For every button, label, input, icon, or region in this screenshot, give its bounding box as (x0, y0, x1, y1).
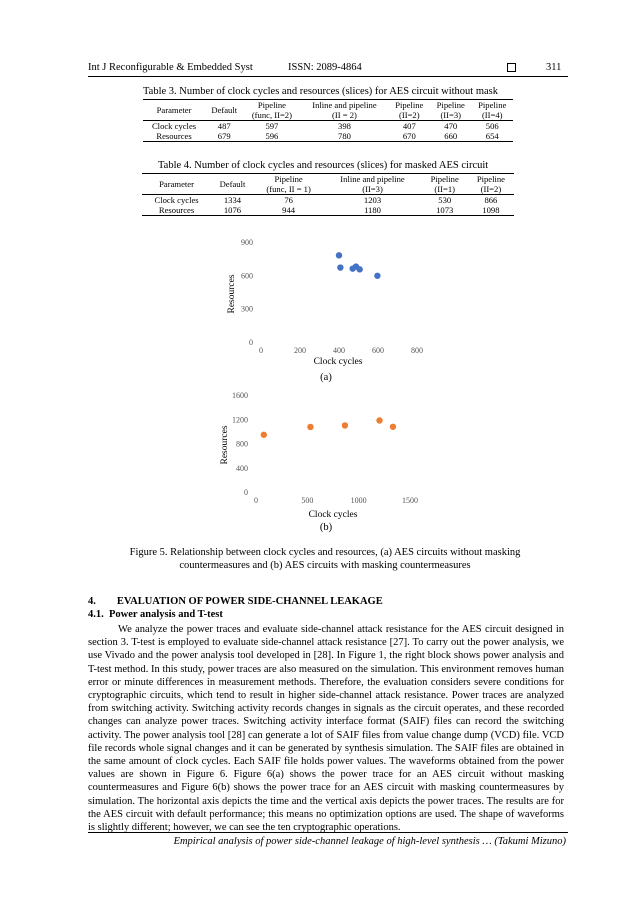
chart-b-ytick-label: 0 (244, 488, 248, 497)
table-cell: 1076 (211, 205, 254, 216)
chart-b-ytick-label: 1600 (232, 391, 248, 400)
table-cell: 487 (217, 121, 231, 131)
table-row (142, 195, 514, 206)
chart-a-ytick-label: 300 (241, 304, 253, 314)
chart-a-point (336, 252, 342, 258)
table-cell: 944 (254, 205, 324, 216)
chart-b-xtick-label: 1000 (350, 496, 367, 505)
chart-b-point (342, 422, 348, 428)
table3-caption: Table 3. Number of clock cycles and resources (slices) for AES circuit without mask (143, 86, 498, 97)
chart-a-points (336, 252, 381, 279)
table-cell: Clock cycles (154, 195, 199, 205)
table-cell: 670 (389, 131, 430, 142)
table-cell: Resources (143, 131, 205, 142)
table-cell: Resources (142, 205, 211, 216)
table4-header: Pipeline (II=1) (422, 174, 468, 195)
figure-caption-line: Figure 5. Relationship between clock cycles and resources, (a) AES circuits without masking (129, 547, 521, 558)
table-cell: 780 (300, 131, 388, 142)
chart-b-point (261, 432, 267, 438)
table4 (142, 173, 514, 216)
chart-a-ticks (241, 238, 423, 355)
table3-header: Pipeline (II=3) (430, 100, 471, 121)
chart-a-point (356, 266, 362, 272)
chart-a-xtick-label: 400 (333, 346, 345, 355)
chart-b-ytick-label: 800 (236, 439, 248, 449)
chart-a-ytick-label: 0 (249, 338, 253, 347)
table3-header: Pipeline (II=4) (471, 100, 513, 121)
chart-b-xlabel: Clock cycles (308, 510, 358, 520)
table3 (143, 99, 513, 142)
subsection-title: 4.1. Power analysis and T-test (88, 609, 223, 620)
table-cell: 506 (485, 121, 499, 131)
table-cell: 679 (205, 131, 243, 142)
table-cell: 597 (265, 121, 279, 131)
table-cell: Clock cycles (151, 121, 197, 131)
table-cell: 530 (438, 195, 452, 205)
chart-b-ytick-label: 400 (236, 463, 248, 473)
table-cell: 1180 (323, 205, 421, 216)
table-cell: 470 (444, 121, 458, 131)
chart-a-point (374, 273, 380, 279)
table-cell: 1098 (468, 205, 514, 216)
table4-header: Parameter (142, 174, 211, 195)
table4-header: Default (211, 174, 254, 195)
chart-b-point (376, 417, 382, 423)
table-cell: 660 (430, 131, 471, 142)
header-rule (88, 76, 568, 77)
chart-b-ticks (232, 391, 418, 505)
table-row (143, 131, 513, 142)
chart-a-ytick-label: 600 (241, 271, 253, 281)
figure-caption (115, 546, 535, 572)
table3-header: Parameter (143, 100, 205, 121)
section-title: 4. EVALUATION OF POWER SIDE-CHANNEL LEAKAGE (88, 596, 383, 607)
chart-a-xtick-label: 0 (259, 346, 263, 355)
issn: ISSN: 2089-4864 (288, 62, 362, 73)
table3-header: Pipeline (func, II=2) (243, 100, 300, 121)
chart-b-ytick-label: 1200 (232, 415, 248, 425)
table-cell: 76 (284, 195, 293, 205)
chart-a-xlabel: Clock cycles (313, 357, 363, 367)
table4-caption: Table 4. Number of clock cycles and resources (slices) for masked AES circuit (158, 160, 489, 171)
table-cell: 866 (484, 195, 498, 205)
journal-name: Int J Reconfigurable & Embedded Syst (88, 62, 253, 73)
chart-b-xtick-label: 1500 (402, 496, 418, 505)
footer-rule (88, 832, 568, 833)
body-paragraph: We analyze the power traces and evaluate side-channel attack resistance for the AES circuit designed in section 3. T-test is employed to evaluate side-channel attack resistance [27]. To carry out the power analysis, we use Vivado and the power analysis tool developed in [28]. In Figure 1, the right block shows power analysis and T-test method. In this study, power traces are also measured on the simulation. This environment removes human error or minute differences in measurement methods. Therefore, the evaluation considers severe conditions for cryptographic circuits, which tend to result in higher side-channel attack resistance. Power traces are analyzed from switching activity. Switching activity records changes in signals as the circuit operates, and these recorded changes can analyze power traces. Switching activity interface format (SAIF) files can record the switching activity. The power analysis tool [28] can generate a lot of SAIF files from value change dump (VCD) file. VCD file records whole signal changes and it can be generated by synthesis simulation. The SAIF files are obtained in the same amount of clock cycles. Each SAIF file holds power values. The waveforms obtained from the power values are shown in Figure 6. Figure 6(a) shows the power trace for an AES circuit without masking countermeasures and Figure 6(b) shows the power trace for an AES circuit with masking countermeasures by simulation. The horizontal axis depicts the time and the vertical axis depicts the power traces. The results are for the AES circuit with default performance; this means no optimization options are used. The shape of waveforms is slightly different; however, we can see the ten cryptographic operations. (88, 624, 564, 834)
page-number: 311 (546, 62, 562, 73)
chart-a-xtick-label: 800 (411, 346, 423, 355)
chart-b-point (390, 424, 396, 430)
chart-b-points (261, 417, 397, 438)
table-cell: 654 (471, 131, 513, 142)
chart-a-ylabel: Resources (227, 274, 237, 314)
chart-a-point (337, 264, 343, 270)
table3-header: Pipeline (II=2) (389, 100, 430, 121)
figure-caption-line: countermeasures and (b) AES circuits with masking countermeasures (179, 560, 471, 571)
chart-a-panel-label: (a) (320, 372, 332, 383)
table4-header: Pipeline (II=2) (468, 174, 514, 195)
table4-header: Inline and pipeline (II=3) (323, 174, 421, 195)
chart-a-point (353, 263, 359, 269)
table3-header: Inline and pipeline (II = 2) (300, 100, 388, 121)
chart-b-panel-label: (b) (319, 522, 333, 533)
table-cell: 1073 (422, 205, 468, 216)
chart-a-xtick-label: 200 (294, 346, 306, 355)
table-row (142, 205, 514, 216)
chart-b-ylabel: Resources (220, 425, 230, 465)
table-cell: 596 (243, 131, 300, 142)
footer-text: Empirical analysis of power side-channel leakage of high-level synthesis … (Takumi Mizuno) (173, 836, 566, 847)
chart-a-point (349, 265, 355, 271)
table-cell: 1334 (223, 195, 242, 205)
chart-a-ytick-label: 900 (241, 238, 253, 247)
chart-a-xtick-label: 600 (372, 346, 384, 355)
chart-b-point (307, 424, 313, 430)
square-icon (507, 62, 526, 73)
chart-b-xtick-label: 0 (254, 496, 258, 505)
table-cell: 398 (338, 121, 351, 131)
chart-b-xtick-label: 500 (301, 496, 314, 505)
table4-header: Pipeline (func, II = 1) (254, 174, 324, 195)
table-cell: 1203 (363, 195, 382, 205)
table-cell: 407 (402, 121, 416, 131)
table-row (143, 121, 513, 132)
table3-header: Default (205, 100, 243, 121)
